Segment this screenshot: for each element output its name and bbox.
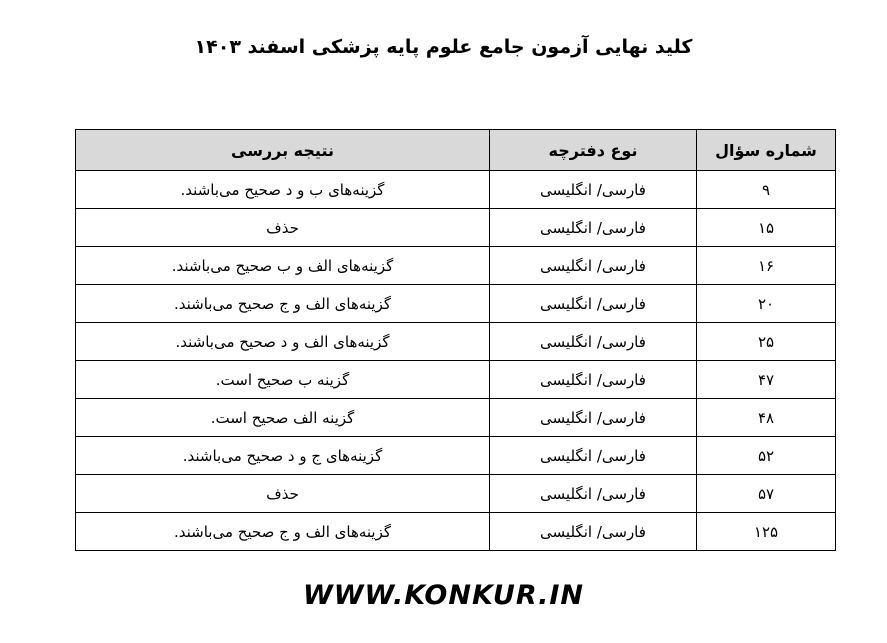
question-number-cell: ۲۰	[697, 285, 836, 323]
booklet-type-cell: فارسی/ انگلیسی	[490, 285, 697, 323]
booklet-type-cell: فارسی/ انگلیسی	[490, 247, 697, 285]
question-number-cell: ۹	[697, 171, 836, 209]
review-result-cell: گزینه‌های ج و د صحیح می‌باشند.	[76, 437, 490, 475]
review-result-cell: گزینه‌های الف و ج صحیح می‌باشند.	[76, 285, 490, 323]
booklet-type-cell: فارسی/ انگلیسی	[490, 399, 697, 437]
question-number-cell: ۵۲	[697, 437, 836, 475]
question-number-cell: ۵۷	[697, 475, 836, 513]
review-result-cell: گزینه‌های الف و ب صحیح می‌باشند.	[76, 247, 490, 285]
question-number-cell: ۱۶	[697, 247, 836, 285]
review-result-cell: حذف	[76, 209, 490, 247]
table-row	[76, 513, 836, 551]
question-number-cell: ۱۲۵	[697, 513, 836, 551]
booklet-type-cell: فارسی/ انگلیسی	[490, 209, 697, 247]
review-result-cell: گزینه ب صحیح است.	[76, 361, 490, 399]
review-result-cell: گزینه‌های الف و ج صحیح می‌باشند.	[76, 513, 490, 551]
review-result-cell: گزینه‌های الف و د صحیح می‌باشند.	[76, 323, 490, 361]
table-row	[76, 209, 836, 247]
table-row	[76, 399, 836, 437]
question-number-cell: ۱۵	[697, 209, 836, 247]
header-review-result: نتیجه بررسی	[76, 130, 490, 171]
review-result-cell: گزینه‌های ب و د صحیح می‌باشند.	[76, 171, 490, 209]
header-booklet-type: نوع دفترچه	[490, 130, 697, 171]
header-question-number: شماره سؤال	[697, 130, 836, 171]
table-row	[76, 475, 836, 513]
table-row	[76, 285, 836, 323]
table-row	[76, 247, 836, 285]
question-number-cell: ۴۸	[697, 399, 836, 437]
booklet-type-cell: فارسی/ انگلیسی	[490, 437, 697, 475]
booklet-type-cell: فارسی/ انگلیسی	[490, 323, 697, 361]
review-result-cell: حذف	[76, 475, 490, 513]
booklet-type-cell: فارسی/ انگلیسی	[490, 361, 697, 399]
table-row	[76, 437, 836, 475]
website-watermark: WWW.KONKUR.IN	[302, 580, 585, 611]
booklet-type-cell: فارسی/ انگلیسی	[490, 171, 697, 209]
table-row	[76, 171, 836, 209]
table-row	[76, 361, 836, 399]
review-result-cell: گزینه الف صحیح است.	[76, 399, 490, 437]
question-number-cell: ۲۵	[697, 323, 836, 361]
table-row	[76, 323, 836, 361]
answer-key-table	[75, 129, 836, 551]
table-header-row	[76, 130, 836, 171]
question-number-cell: ۴۷	[697, 361, 836, 399]
booklet-type-cell: فارسی/ انگلیسی	[490, 513, 697, 551]
booklet-type-cell: فارسی/ انگلیسی	[490, 475, 697, 513]
document-title: کلید نهایی آزمون جامع علوم پایه پزشکی اسفند ۱۴۰۳	[194, 36, 693, 58]
